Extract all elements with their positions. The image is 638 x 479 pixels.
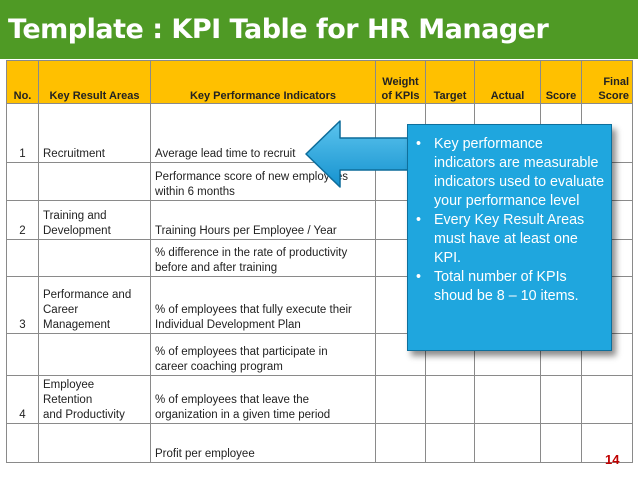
kpi-line: organization in a given time period (155, 409, 331, 421)
row-no (7, 334, 39, 376)
header-weight-line2: of KPIs (381, 90, 420, 102)
kpi-line: within 6 months (155, 186, 235, 198)
key-result-area (39, 424, 151, 463)
kpi-notes-callout (407, 124, 612, 351)
title-bar (0, 0, 638, 59)
bullet: • (416, 136, 422, 152)
kpi-cell (151, 376, 376, 424)
kpi-line: Performance score of new employees (155, 171, 349, 183)
header-no: No. (7, 61, 39, 104)
bullet: • (416, 269, 422, 285)
kpi-line: before and after training (155, 262, 278, 274)
score-cell[interactable] (541, 424, 582, 463)
kpi-line: % of employees that leave the (155, 394, 310, 406)
row-no (7, 163, 39, 201)
key-result-area (39, 201, 151, 240)
kra-line: Management (43, 319, 111, 331)
target-cell[interactable] (426, 424, 475, 463)
callout-list (416, 135, 605, 306)
bullet: • (416, 212, 422, 228)
table-row (7, 424, 633, 463)
kra-line: Training and (43, 210, 107, 222)
key-result-area (39, 163, 151, 201)
kpi-cell (151, 277, 376, 334)
header-final-line2: Score (598, 90, 629, 102)
actual-cell[interactable] (475, 424, 541, 463)
key-result-area (39, 104, 151, 163)
score-cell[interactable] (541, 376, 582, 424)
header-score: Score (541, 61, 582, 104)
table-header-row (7, 61, 633, 104)
table-row (7, 376, 633, 424)
kpi-line: % difference in the rate of productivity (155, 247, 348, 259)
callout-item (416, 268, 605, 306)
kpi-line: Profit per employee (155, 448, 255, 460)
target-cell[interactable] (426, 376, 475, 424)
header-actual: Actual (475, 61, 541, 104)
row-no (7, 424, 39, 463)
weight-cell[interactable] (376, 376, 426, 424)
kpi-cell (151, 201, 376, 240)
kpi-line: career coaching program (155, 361, 283, 373)
row-no: 2 (7, 201, 39, 240)
callout-item-text: Key performance indicators are measurable indicators used to evaluate your performance level (434, 136, 605, 209)
key-result-area (39, 240, 151, 277)
header-final-score (582, 61, 633, 104)
left-arrow-icon (304, 119, 420, 189)
header-target: Target (426, 61, 475, 104)
kra-line: Performance and (43, 289, 132, 301)
callout-item-text: Every Key Result Areas must have at least one KPI. (434, 212, 585, 266)
header-key-result-areas: Key Result Areas (39, 61, 151, 104)
row-no: 4 (7, 376, 39, 424)
kpi-line: Individual Development Plan (155, 319, 301, 331)
kra-line: and Productivity (43, 409, 125, 421)
callout-item-text: Total number of KPIs shoud be 8 – 10 items. (434, 269, 579, 304)
weight-cell[interactable] (376, 424, 426, 463)
row-no (7, 240, 39, 277)
kpi-cell (151, 240, 376, 277)
header-weight-line1: Weight (382, 76, 419, 88)
actual-cell[interactable] (475, 376, 541, 424)
callout-item (416, 211, 605, 268)
kpi-cell (151, 424, 376, 463)
kpi-line: Average lead time to recruit (155, 148, 296, 160)
kpi-line: Training Hours per Employee / Year (155, 225, 337, 237)
page-number: 14 (605, 452, 620, 467)
kpi-cell (151, 334, 376, 376)
key-result-area (39, 334, 151, 376)
kra-line: Career (43, 304, 79, 316)
kra-line: Recruitment (43, 148, 105, 160)
kra-line: Development (43, 225, 111, 237)
key-result-area (39, 376, 151, 424)
header-key-performance-indicators: Key Performance Indicators (151, 61, 376, 104)
callout-item (416, 135, 605, 211)
row-no: 3 (7, 277, 39, 334)
kra-line: Employee Retention (43, 379, 95, 406)
header-final-line1: Final (603, 76, 629, 88)
final-score-cell[interactable] (582, 376, 633, 424)
slide-title: Template : KPI Table for HR Manager (8, 14, 549, 45)
key-result-area (39, 277, 151, 334)
header-weight (376, 61, 426, 104)
row-no: 1 (7, 104, 39, 163)
kpi-line: % of employees that fully execute their (155, 304, 352, 316)
kpi-line: % of employees that participate in (155, 346, 328, 358)
